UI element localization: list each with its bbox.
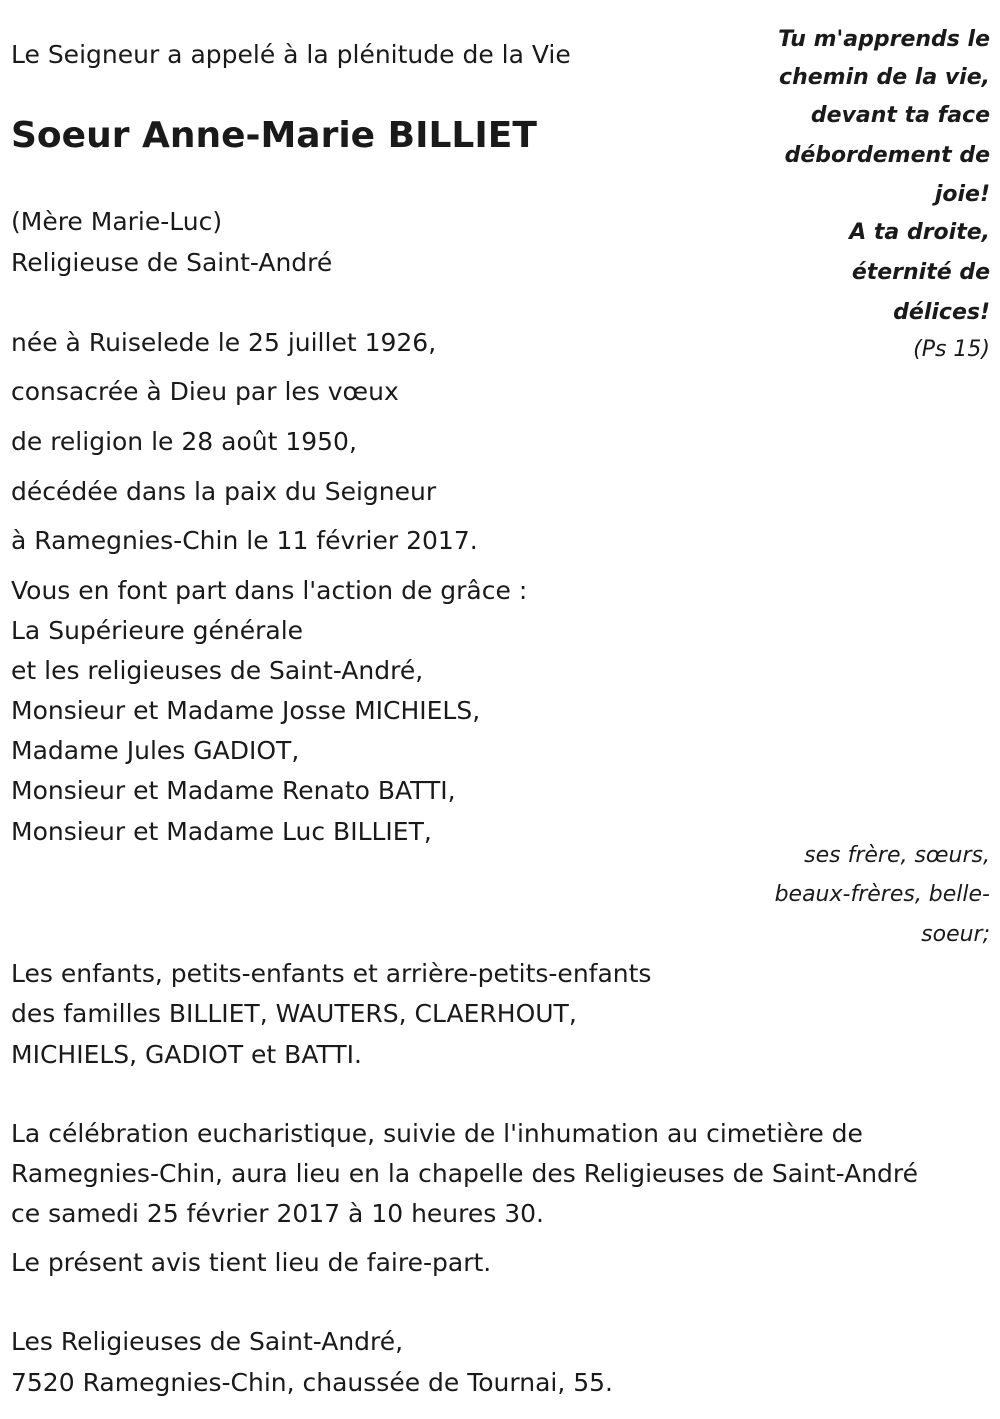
announcer-line: La Supérieure générale — [11, 616, 304, 645]
life-line: de religion le 28 août 1950, — [11, 427, 357, 456]
congregation: Religieuse de Saint-André — [11, 248, 333, 277]
intro-text: Le Seigneur a appelé à la plénitude de la Vie — [11, 40, 571, 69]
families-line: MICHIELS, GADIOT et BATTI. — [11, 1040, 362, 1069]
verse-line: joie! — [934, 182, 990, 207]
announcer-line: Monsieur et Madame Josse MICHIELS, — [11, 696, 481, 725]
announce-intro: Vous en font part dans l'action de grâce : — [11, 576, 528, 605]
families-line: Les enfants, petits-enfants et arrière-petits-enfants — [11, 959, 652, 988]
ceremony-line: La célébration eucharistique, suivie de l'inhumation au cimetière de — [11, 1119, 863, 1148]
relation-line: ses frère, sœurs, — [804, 843, 990, 868]
verse-line: chemin de la vie, — [779, 65, 990, 90]
verse-line: devant ta face — [810, 103, 990, 128]
address-line: 7520 Ramegnies-Chin, chaussée de Tournai, 55. — [11, 1368, 613, 1397]
announcer-line: et les religieuses de Saint-André, — [11, 656, 424, 685]
deceased-name: Soeur Anne-Marie BILLIET — [11, 115, 537, 156]
ceremony-line: ce samedi 25 février 2017 à 10 heures 30. — [11, 1199, 544, 1228]
verse-line: délices! — [893, 300, 990, 325]
notice-text: Le présent avis tient lieu de faire-part. — [11, 1248, 492, 1277]
relation-line: soeur; — [921, 922, 990, 947]
life-line: décédée dans la paix du Seigneur — [11, 477, 437, 506]
announcer-line: Monsieur et Madame Renato BATTI, — [11, 776, 456, 805]
verse-line: éternité de — [851, 260, 990, 285]
relation-line: beaux-frères, belle- — [774, 882, 990, 907]
verse-line: A ta droite, — [849, 220, 990, 245]
address-line: Les Religieuses de Saint-André, — [11, 1327, 404, 1356]
life-line: née à Ruiselede le 25 juillet 1926, — [11, 328, 437, 357]
verse-line: débordement de — [784, 143, 990, 168]
religious-name: (Mère Marie-Luc) — [11, 207, 223, 236]
announcer-line: Madame Jules GADIOT, — [11, 736, 300, 765]
verse-line: Tu m'apprends le — [778, 27, 990, 52]
announcer-line: Monsieur et Madame Luc BILLIET, — [11, 817, 432, 846]
verse-reference: (Ps 15) — [913, 337, 990, 362]
life-line: consacrée à Dieu par les vœux — [11, 377, 399, 406]
ceremony-line: Ramegnies-Chin, aura lieu en la chapelle des Religieuses de Saint-André — [11, 1159, 919, 1188]
life-line: à Ramegnies-Chin le 11 février 2017. — [11, 526, 478, 555]
families-line: des familles BILLIET, WAUTERS, CLAERHOUT, — [11, 999, 577, 1028]
